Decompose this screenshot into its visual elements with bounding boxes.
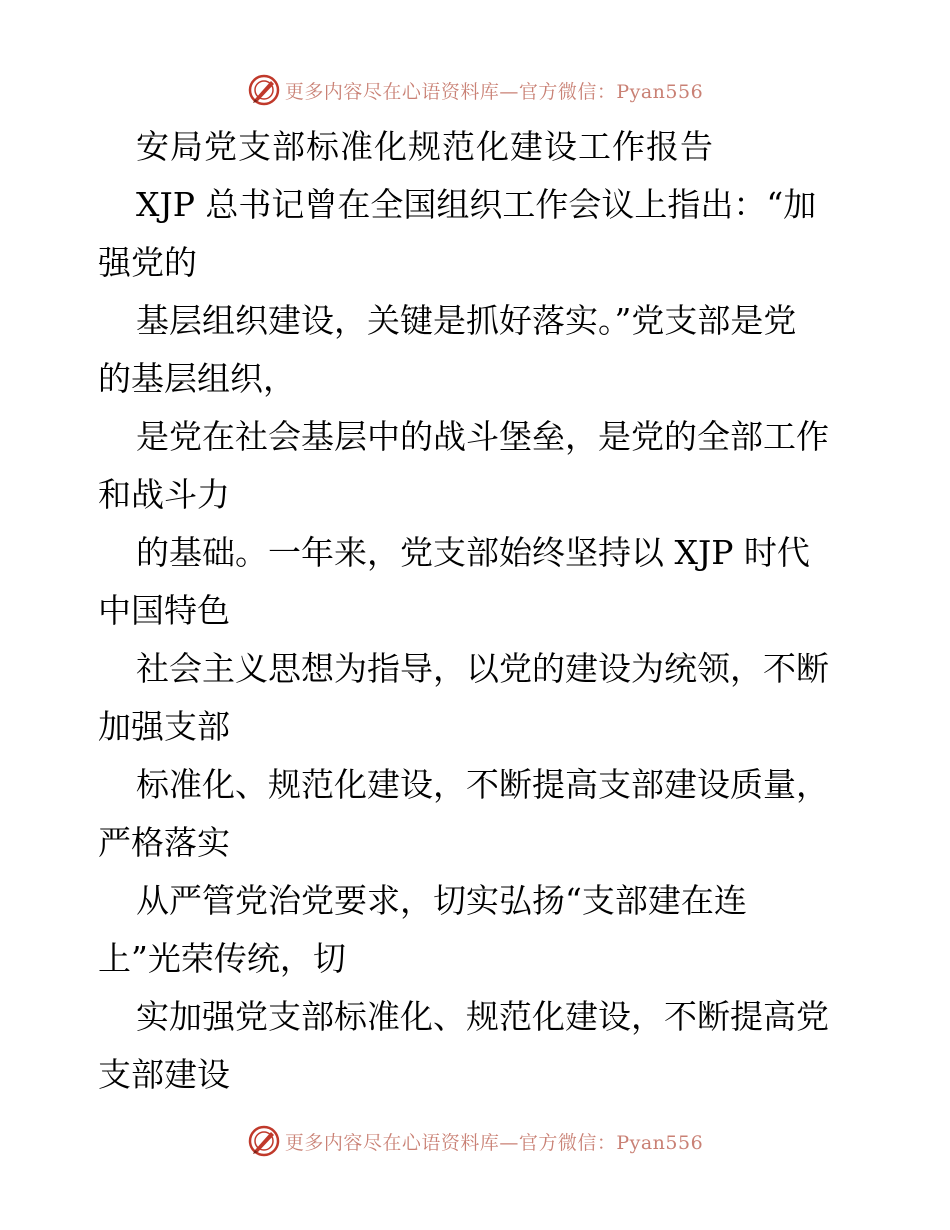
paragraph-line: 基层组织建设，关键是抓好落实。”党支部是党 xyxy=(136,301,797,340)
paragraph-line: 严格落实 xyxy=(98,823,230,862)
paragraph-line: 从严管党治党要求，切实弘扬“支部建在连 xyxy=(136,881,747,920)
document-body xyxy=(98,118,858,1104)
red-quill-logo-icon xyxy=(247,1124,281,1158)
paragraph-line: 和战斗力 xyxy=(98,475,230,514)
paragraph-line: 社会主义思想为指导，以党的建设为统领，不断 xyxy=(136,649,829,688)
paragraph-line: 是党在社会基层中的战斗堡垒，是党的全部工作 xyxy=(136,417,829,456)
document-title: 安局党支部标准化规范化建设工作报告 xyxy=(136,127,714,166)
paragraph-line: 的基础。一年来，党支部始终坚持以 XJP 时代 xyxy=(136,533,810,572)
header-watermark xyxy=(0,70,950,110)
paragraph-line: XJP 总书记曾在全国组织工作会议上指出：“加 xyxy=(136,185,817,224)
paragraph-line: 强党的 xyxy=(98,243,197,282)
paragraph-line: 实加强党支部标准化、规范化建设，不断提高党 xyxy=(136,997,829,1036)
paragraph-line: 加强支部 xyxy=(98,707,230,746)
paragraph-line: 支部建设 xyxy=(98,1055,230,1094)
watermark-text: 更多内容尽在心语资料库—官方微信：Pyan556 xyxy=(284,80,704,103)
paragraph-line: 标准化、规范化建设，不断提高支部建设质量， xyxy=(136,765,829,804)
paragraph-line: 的基层组织， xyxy=(98,359,296,398)
paragraph-line: 上”光荣传统，切 xyxy=(98,939,346,978)
paragraph-line: 中国特色 xyxy=(98,591,230,630)
watermark-text: 更多内容尽在心语资料库—官方微信：Pyan556 xyxy=(284,1131,704,1154)
footer-watermark xyxy=(0,1121,950,1161)
red-quill-logo-icon xyxy=(247,73,281,107)
